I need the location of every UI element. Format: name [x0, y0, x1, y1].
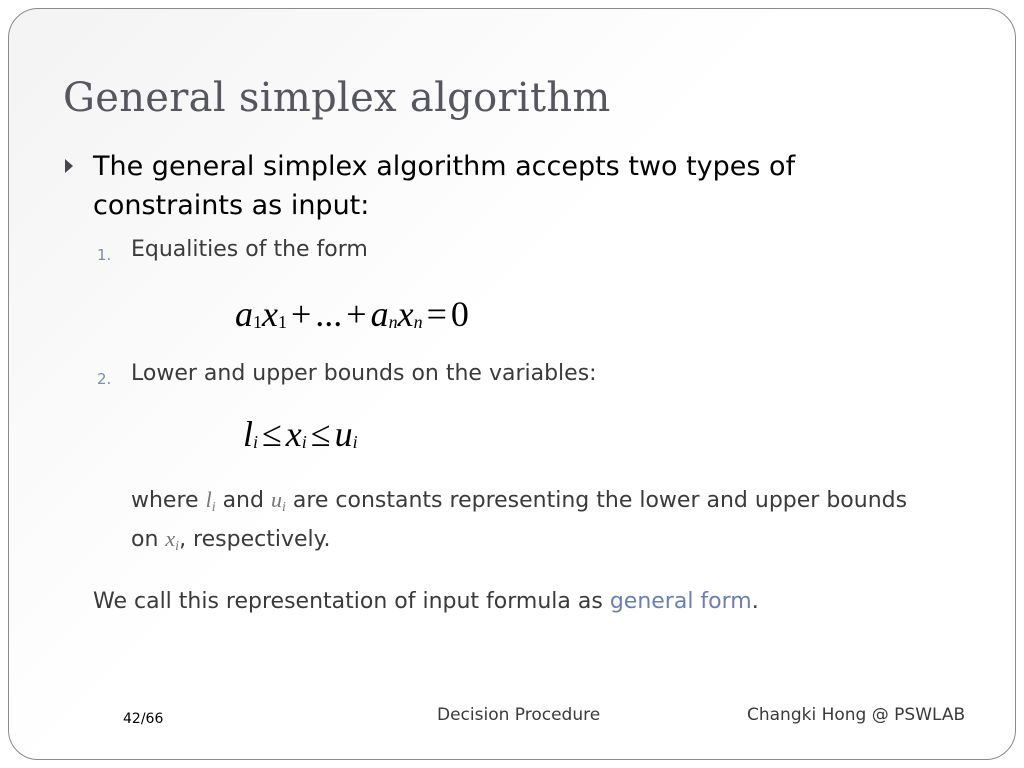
var-x-i: xi: [165, 526, 180, 554]
general-form-term: general form: [609, 589, 752, 614]
footer-author: Changki Hong @ PSWLAB: [747, 705, 966, 725]
var-l-i: li: [205, 487, 216, 515]
list-number-1: 1.: [97, 246, 112, 264]
list-number-2: 2.: [97, 370, 112, 388]
slide: [8, 8, 1016, 760]
main-bullet-text: The general simplex algorithm accepts two types of constraints as input:: [93, 151, 796, 221]
footer-course: Decision Procedure: [437, 705, 601, 725]
bullet-triangle-icon: [65, 159, 73, 173]
bounds-formula: li ≤ xi ≤ ui: [243, 414, 358, 454]
var-u-i: ui: [270, 487, 286, 515]
list-item-1-text: Equalities of the form: [131, 237, 368, 262]
bounds-explanation: where li and ui are constants representing the lower and upper bounds on xi, respectively.: [131, 487, 908, 554]
general-form-sentence: We call this representation of input formula as general form.: [93, 589, 759, 614]
slide-title: General simplex algorithm: [63, 75, 611, 121]
page-number: 42/66: [123, 711, 164, 727]
equality-formula: a1x1 + ... + anxn = 0: [235, 294, 469, 334]
list-item-2-text: Lower and upper bounds on the variables:: [131, 361, 597, 386]
